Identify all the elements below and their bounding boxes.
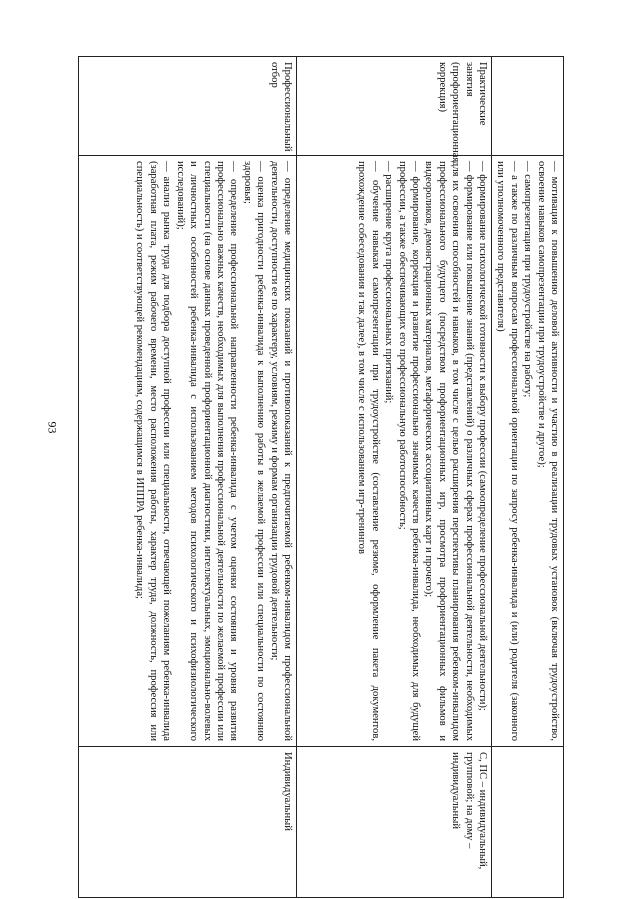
description-item: — анализ рынка труда для подбора доступной профессии или специальности, отвечающей пожеланиям ребенка-инвалида (заработная плата, режим рабочего времени, место расположения работы, характер труда, должность, профессия или специальность) и соответствующей рекомендациям, содержащимся в ИППРА ребенка-инвалида; [134, 161, 173, 741]
service-form-cell [491, 747, 563, 898]
service-form-cell: С, ПС – индивидуальный, групповой; на дому – индивидуальный [296, 747, 491, 898]
service-description-cell [296, 156, 491, 747]
description-item: — определение медицинских показаний и противопоказаний к предпочитаемой ребенком-инвалидом профессиональной деятельности, доступности ее по характеру, условиям, режиму и формам организации трудовой деятельности; [268, 161, 293, 741]
description-item: — обучение навыкам самопрезентации при трудоустройстве (составление резюме, оформление пакета документов, прохождение собеседования и так далее), в том числе с использованием игр-тренингов [356, 161, 381, 741]
description-item: — самопрезентация при трудоустройстве на работу; [522, 161, 534, 398]
description-item: — определение профессиональной направленности ребенка-инвалида с учетом оценки состояния и уровня развития профессионально важных качеств, необходимых для выполнения профессиональной деятельности по желаемой профессии или специальности (на основе данных проведенной профориентационной диагностики, интеллектуальных, эмоционально-волевых и личностных особенностей ребенка-инвалида с использованием методов психологического и психофизиологического исследований); [174, 161, 240, 741]
description-item: — формирование психологической готовности к выбору профессии (самоопределение профессиональной деятельности); [476, 161, 488, 711]
description-item: — оценка пригодности ребенка-инвалида к выполнению работы в желаемой профессии или специальности по состоянию здоровья; [241, 161, 267, 741]
page-number: 93 [45, 421, 60, 434]
rotated-table-container [78, 56, 564, 898]
service-title-cell [491, 57, 563, 156]
service-title-cell: Профессиональный отбор [79, 57, 297, 156]
service-form-cell: Индивидуальный [79, 747, 297, 898]
table-row [79, 57, 297, 898]
table-row [296, 57, 491, 898]
service-title-cell: Практические занятия (профориентационная коррекция) [296, 57, 491, 156]
description-item: — формирование или повышение знаний (представлений) о различных сферах профессиональной деятельности, необходимых для их освоения способностей и навыков, в том числе с целью расширения перспективы планирования ребенком-инвалидом профессионального будущего (посредством профориентационных игр, просмотра профориентационных фильмов и видеороликов, демонстрационных материалов, метафорических ассоциативных карт и прочего); [423, 161, 475, 741]
services-table [78, 56, 564, 898]
description-item: — формирование, коррекция и развитие профессионально значимых качеств ребенка-инвалида, необходимых для будущей профессии, а также обеспечивающих его профессиональную работоспособность; [396, 161, 421, 741]
table-row [491, 57, 563, 898]
description-item: — а также по различным вопросам профессиональной ориентации по запросу ребенка-инвалида и (или) родителя (законного или уполномоченного представителя) [495, 161, 520, 741]
description-item: — расширение круга профессиональных притязаний; [383, 161, 395, 404]
service-description-cell [491, 156, 563, 747]
description-item: — мотивация к повышению деловой активности и участию в реализации трудовых установок (включая трудоустройство, освоение навыков самопрезентации при трудоустройстве и другое); [535, 161, 560, 741]
service-description-cell [79, 156, 297, 747]
